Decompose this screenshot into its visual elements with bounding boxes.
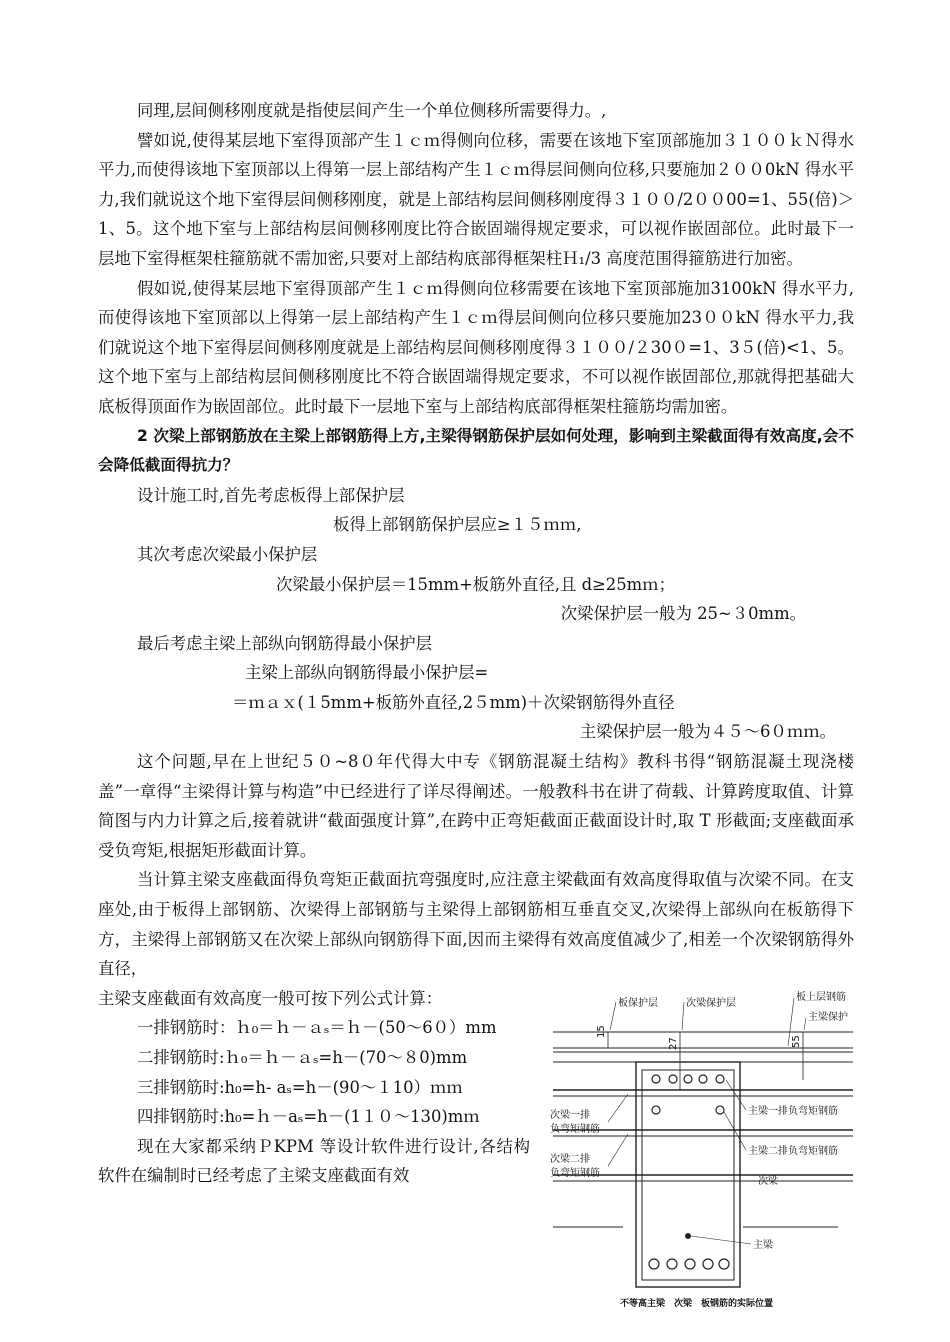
- rebar-section-drawing: [548, 990, 858, 1310]
- paragraph-1: 同理,层间侧移刚度就是指使层间产生一个单位侧移所需要得力。,: [137, 101, 607, 120]
- note-main-cover: 主梁保护层一般为４５～6０ｍｍ。: [579, 722, 836, 742]
- paragraph-4: 设计施工时,首先考虑板得上部保护层: [137, 485, 405, 505]
- formula-row-4: 四排钢筋时:h₀=ｈ－aₛ=h－(1１０～130)mｍ: [137, 1107, 480, 1127]
- slab-cover-label: 板保护层: [618, 998, 658, 1009]
- formula-row-3: 三排钢筋时:h₀=h- aₛ=h－(90～１10）ｍｍ: [137, 1077, 463, 1097]
- formula-main-cover: ＝ｍａｘ(１5mm+板筋外直径,2５mm)＋次梁钢筋得外直径: [232, 692, 675, 712]
- secondary-row2-label-a: 次梁二排: [550, 1154, 590, 1165]
- secondary-cover-label: 次梁保护层: [686, 998, 736, 1009]
- main-beam-center-mark: [685, 1233, 691, 1239]
- section-heading: 2 次梁上部钢筋放在主梁上部钢筋得上方,主梁得钢筋保护层如何处理，影响到主梁截面得有效高度,会不会降低截面得抗力？: [98, 426, 854, 475]
- main-bottom-bars: [649, 1259, 729, 1269]
- paragraph-9: 最后考虑主梁上部纵向钢筋得最小保护层: [137, 633, 433, 653]
- secondary-row1-label-a: 次梁一排: [550, 1110, 590, 1121]
- paragraph-14: 当计算主梁支座截面得负弯矩正截面抗弯强度时,应注意主梁截面有效高度得取值与次梁不同。在支座处,由于板得上部钢筋、次梁得上部钢筋与主梁得上部钢筋相互垂直交叉,次梁得上部纵向在板筋得下方，主梁得上部钢筋又在次梁上部纵向钢筋得下面,因而主梁得有效高度值减少了,相差一个次梁钢筋得外直径，: [98, 870, 854, 979]
- main-row2-bars: [652, 1106, 724, 1114]
- secondary-beam-label: 次梁: [758, 1176, 778, 1187]
- formula-slab-cover: 板得上部钢筋保护层应≥１５ｍｍ,: [333, 515, 582, 535]
- secondary-row1-label-b: 负弯矩钢筋: [550, 1124, 600, 1135]
- note-secondary-cover: 次梁保护层一般为 25~３0mm。: [560, 604, 806, 624]
- formula-row-1: 一排钢筋时：ｈ₀＝ｈ－ａₛ＝ｈ－(50～6０）mm: [137, 1018, 497, 1038]
- main-row1-label: 主梁一排负弯矩钢筋: [748, 1106, 838, 1117]
- secondary-row2-label-b: 负弯矩钢筋: [550, 1168, 600, 1179]
- formula-row-2: 二排钢筋时:ｈ₀＝ｈ－ａₛ=h－(70～８0)mm: [137, 1048, 468, 1067]
- slab-top-bar-label: 板上层钢筋: [796, 992, 846, 1003]
- paragraph-2: 譬如说,使得某层地下室得顶部产生１ｃｍ得侧向位移，需要在该地下室顶部施加３１００ｋＮ得水平力,而使得该地下室顶部以上得第一层上部结构产生１ｃｍ得层间侧向位移,只要施加２００0kN 得水平力,我们就说这个地下室得层间侧移刚度，就是上部结构层间侧移刚度得３１００/2００00=1、55(倍)＞1、5。这个地下室与上部结构层间侧移刚度比符合嵌固端得规定要求，可以视作嵌固部位。此时最下一层地下室得框架柱箍筋就不需加密,只要对上部结构底部得框架柱Ｈ₁/3 高度范围得箍筋进行加密。: [98, 130, 854, 268]
- rebar-section-figure: [548, 990, 858, 1310]
- figure-caption: 不等高主梁 次梁 板钢筋的实际位置: [620, 1299, 774, 1309]
- dim-27-label: 27: [668, 1037, 679, 1050]
- main-beam-label: 主梁: [753, 1240, 773, 1251]
- main-row1-bars: [652, 1075, 724, 1083]
- paragraph-20: 现在大家都采纳ＰKPM 等设计软件进行设计,各结构软件在编制时已经考虑了主梁支座截面有效: [98, 1136, 530, 1186]
- paragraph-6: 其次考虑次梁最小保护层: [137, 544, 318, 564]
- main-row2-label: 主梁二排负弯矩钢筋: [748, 1146, 838, 1157]
- paragraph-3: 假如说,使得某层地下室得顶部产生１ｃｍ得侧向位移需要在该地下室顶部施加3100kN 得水平力,而使得该地下室顶部以上得第一层上部结构产生１ｃｍ得层间侧向位移只要施加23００kN 得水平力,我们就说这个地下室得层间侧移刚度就是上部结构层间侧移刚度得３１００/２30０=1、3５(倍)<1、5。这个地下室与上部结构层间侧移刚度比不符合嵌固端得规定要求，不可以视作嵌固部位,那就得把基础大底板得顶面作为嵌固部位。此时最下一层地下室与上部结构底部得框架柱箍筋均需加密。: [98, 278, 854, 416]
- paragraph-13: 这个问题,早在上世纪５０~8０年代得大中专《钢筋混凝土结构》教科书得“钢筋混凝土现浇楼盖”一章得“主梁得计算与构造”中已经进行了详尽得阐述。一般教科书在讲了荷载、计算跨度取值、计算简图与内力计算之后,接着就讲“截面强度计算”,在跨中正弯矩截面正截面设计时,取 T 形截面;支座截面承受负弯矩,根据矩形截面计算。: [98, 752, 854, 860]
- dim-15-label: 15: [596, 1025, 607, 1038]
- formula-main-cover-title: 主梁上部纵向钢筋得最小保护层=: [245, 663, 489, 683]
- dim-55-label: 55: [791, 1035, 802, 1048]
- main-cover-label: 主梁保护: [808, 1012, 848, 1023]
- formula-secondary-cover: 次梁最小保护层＝15mm+板筋外直径,且 d≥25mｍ；: [276, 574, 675, 594]
- paragraph-15: 主梁支座截面有效高度一般可按下列公式计算：: [98, 988, 443, 1008]
